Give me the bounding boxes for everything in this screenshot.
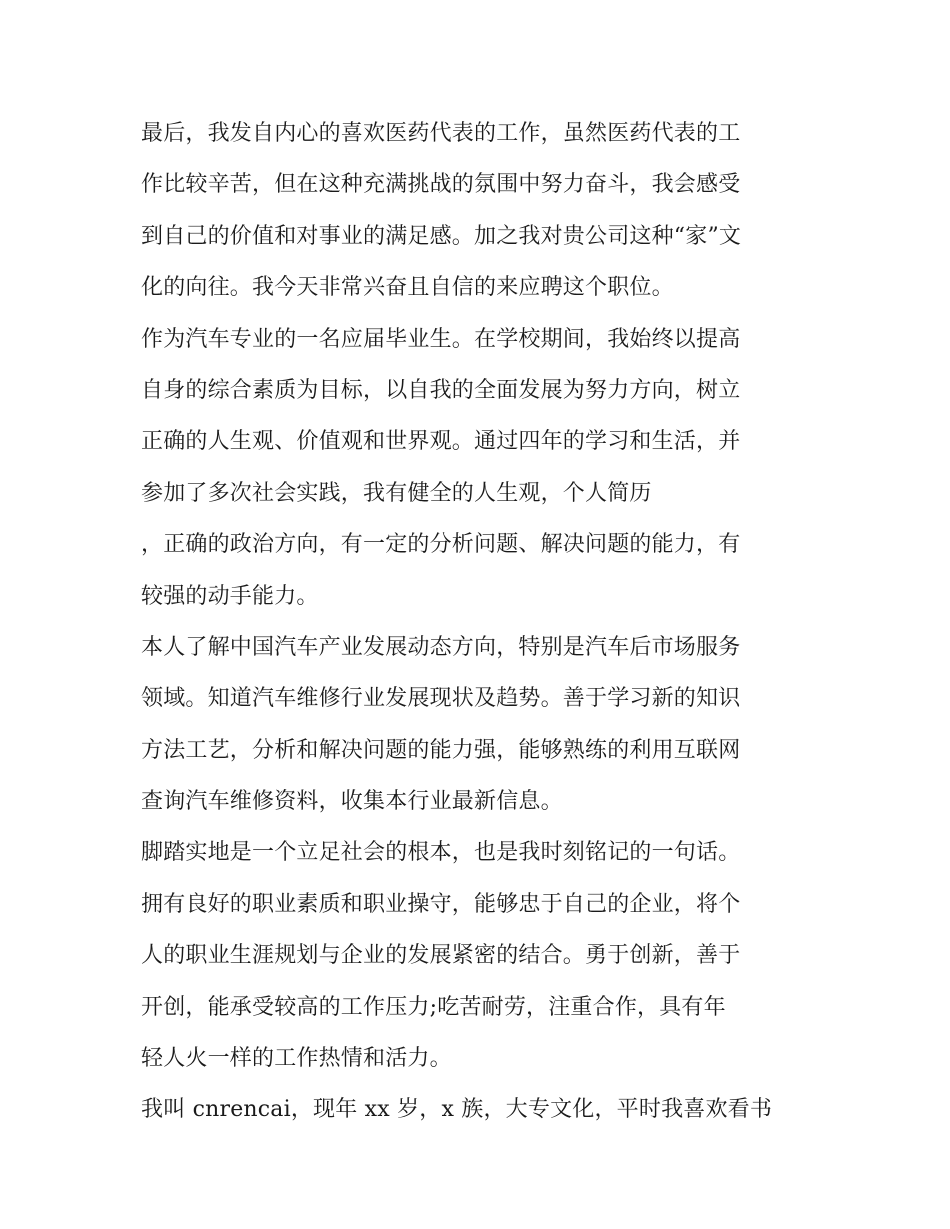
text-line: 领域。知道汽车维修行业发展现状及趋势。善于学习新的知识 [141, 686, 741, 712]
text-line: 人的职业生涯规划与企业的发展紧密的结合。勇于创新，善于 [141, 943, 741, 969]
text-line: 较强的动手能力。 [141, 583, 319, 609]
text-line: ，正确的政治方向，有一定的分析问题、解决问题的能力，有 [141, 532, 741, 558]
text-line: 开创，能承受较高的工作压力;吃苦耐劳，注重合作，具有年 [141, 994, 726, 1020]
text-line: 作为汽车专业的一名应届毕业生。在学校期间，我始终以提高 [141, 326, 741, 352]
text-line: 方法工艺，分析和解决问题的能力强，能够熟练的利用互联网 [141, 737, 741, 763]
text-line: 脚踏实地是一个立足社会的根本，也是我时刻铭记的一句话。 [141, 840, 741, 866]
text-line: 本人了解中国汽车产业发展动态方向，特别是汽车后市场服务 [141, 634, 741, 660]
text-line: 作比较辛苦，但在这种充满挑战的氛围中努力奋斗，我会感受 [141, 172, 741, 198]
text-line: 正确的人生观、价值观和世界观。通过四年的学习和生活，并 [141, 429, 741, 455]
text-line: 查询汽车维修资料，收集本行业最新信息。 [141, 789, 563, 815]
text-line: 最后，我发自内心的喜欢医药代表的工作，虽然医药代表的工 [141, 121, 741, 146]
text-line: 轻人火一样的工作热情和活力。 [141, 1046, 452, 1072]
text-line: 我叫 cnrencai，现年 xx 岁，x 族，大专文化，平时我喜欢看书 [141, 1097, 773, 1123]
text-line: 到自己的价值和对事业的满足感。加之我对贵公司这种“家”文 [141, 223, 742, 249]
text-line: 自身的综合素质为目标，以自我的全面发展为努力方向，树立 [141, 377, 741, 403]
text-line: 参加了多次社会实践，我有健全的人生观，个人简历 [141, 480, 652, 506]
document-body [141, 108, 821, 1136]
text-line: 化的向往。我今天非常兴奋且自信的来应聘这个职位。 [141, 275, 674, 301]
text-line: 拥有良好的职业素质和职业操守，能够忠于自己的企业，将个 [141, 891, 741, 917]
